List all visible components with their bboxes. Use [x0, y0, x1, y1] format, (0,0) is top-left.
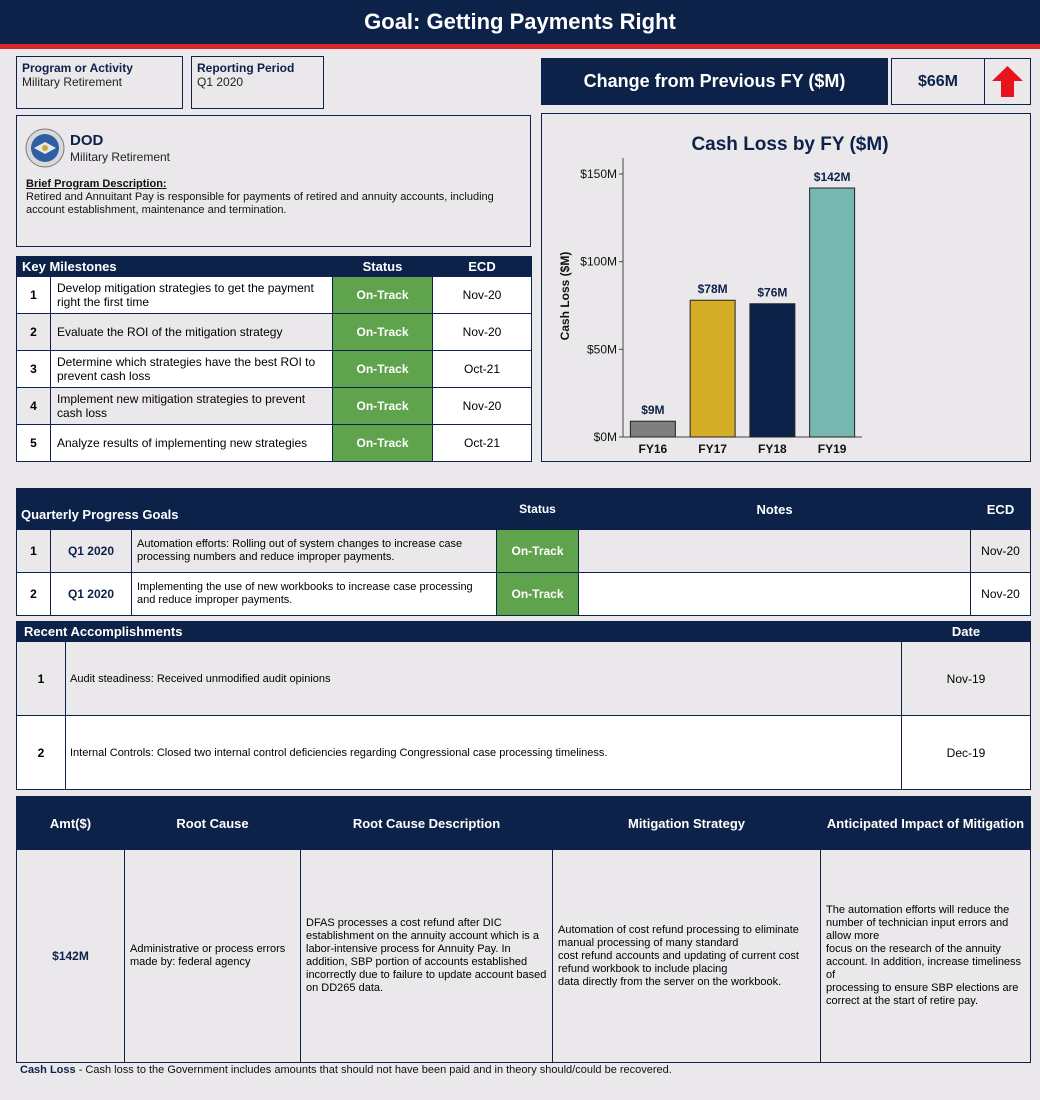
milestone-ecd: Nov-20 — [433, 314, 532, 351]
x-tick-label: FY16 — [638, 442, 668, 456]
root-mitigation: Automation of cost refund processing to eliminate manual processing of many standard cost refund accounts and updating of current cost refund workbook to include placing data directly from the server on the workbook. — [553, 850, 821, 1063]
goal-num: 2 — [17, 573, 51, 616]
quarterly-ecd-header: ECD — [971, 489, 1031, 530]
program-value: Military Retirement — [22, 75, 123, 89]
milestones-header: Key Milestones — [17, 257, 333, 277]
cash-loss-chart — [541, 113, 1031, 462]
milestone-num: 4 — [17, 388, 51, 425]
goal-notes — [579, 573, 971, 616]
milestone-num: 1 — [17, 277, 51, 314]
milestone-desc: Determine which strategies have the best ROI to prevent cash loss — [51, 351, 333, 388]
goal-desc: Implementing the use of new workbooks to increase case processing and reduce improper payments. — [132, 573, 497, 616]
table-row — [17, 277, 532, 314]
title-divider — [0, 44, 1040, 49]
footnote-term: Cash Loss — [20, 1064, 76, 1076]
x-tick-label: FY19 — [817, 442, 847, 456]
change-amount: $66M — [891, 58, 985, 105]
status-badge: On-Track — [333, 277, 433, 314]
table-row — [17, 388, 532, 425]
bar-fy16 — [630, 421, 675, 437]
milestones-table — [16, 256, 532, 462]
arrow-up-icon — [984, 58, 1031, 105]
data-label: $9M — [641, 403, 665, 418]
y-tick-label: $100M — [580, 254, 617, 269]
milestone-desc: Analyze results of implementing new strategies — [51, 425, 333, 462]
milestone-ecd: Oct-21 — [433, 425, 532, 462]
table-row — [17, 642, 1031, 716]
milestones-ecd-header: ECD — [433, 257, 532, 277]
agency-name: DOD — [70, 132, 104, 149]
milestone-desc: Develop mitigation strategies to get the payment right the first time — [51, 277, 333, 314]
goal-num: 1 — [17, 530, 51, 573]
status-badge: On-Track — [497, 530, 579, 573]
root-cause-header: Root Cause — [125, 797, 301, 850]
footnote — [20, 1064, 672, 1076]
y-tick-label: $0M — [593, 430, 617, 444]
status-badge: On-Track — [333, 425, 433, 462]
period-value: Q1 2020 — [197, 75, 244, 89]
goal-ecd: Nov-20 — [971, 573, 1031, 616]
footnote-text: - Cash loss to the Government includes amounts that should not have been paid and in theory should/could be recovered. — [75, 1064, 672, 1076]
goal-desc: Automation efforts: Rolling out of system changes to increase case processing numbers and reduce improper payments. — [132, 530, 497, 573]
program-label: Program or Activity — [22, 61, 133, 75]
milestones-status-header: Status — [333, 257, 433, 277]
goal-notes — [579, 530, 971, 573]
goal-ecd: Nov-20 — [971, 530, 1031, 573]
table-row — [17, 425, 532, 462]
milestone-desc: Implement new mitigation strategies to prevent cash loss — [51, 388, 333, 425]
milestone-ecd: Nov-20 — [433, 388, 532, 425]
bar-fy19 — [810, 188, 855, 437]
milestone-num: 3 — [17, 351, 51, 388]
root-description: DFAS processes a cost refund after DIC establishment on the annuity account which is a labor-intensive process for Annuity Pay. In addition, SBP portion of accounts established incorrectly due to failure to update account based on DD265 data. — [301, 850, 553, 1063]
root-cause: Administrative or process errors made by: federal agency — [125, 850, 301, 1063]
quarterly-goals-table — [16, 488, 1031, 616]
milestone-num: 2 — [17, 314, 51, 351]
status-badge: On-Track — [497, 573, 579, 616]
root-amount: $142M — [17, 850, 125, 1063]
accomplishment-desc: Audit steadiness: Received unmodified audit opinions — [66, 642, 902, 716]
chart-ylabel: Cash Loss ($M) — [558, 251, 572, 341]
x-tick-label: FY18 — [758, 442, 787, 456]
description-text: Retired and Annuitant Pay is responsible for payments of retired and annuity accounts, including account establishment, maintenance and termination. — [26, 191, 494, 216]
period-box — [191, 56, 324, 109]
mitigation-strategy-header: Mitigation Strategy — [553, 797, 821, 850]
status-badge: On-Track — [333, 351, 433, 388]
accomplishment-desc: Internal Controls: Closed two internal control deficiencies regarding Congressional case processing timeliness. — [66, 716, 902, 790]
table-row — [17, 314, 532, 351]
table-row — [17, 351, 532, 388]
y-tick-label: $150M — [580, 167, 617, 181]
amount-header: Amt($) — [17, 797, 125, 850]
data-label: $76M — [757, 285, 788, 300]
accomplishment-num: 2 — [17, 716, 66, 790]
chart-title: Cash Loss by FY ($M) — [691, 134, 889, 155]
agency-program: Military Retirement — [70, 150, 171, 164]
period-label: Reporting Period — [197, 61, 295, 75]
y-tick-label: $50M — [586, 342, 617, 357]
root-impact: The automation efforts will reduce the number of technician input errors and allow more focus on the research of the annuity account. In addition, increase timeliness of processing to ensure SBP elections are correct at the start of retire pay. — [821, 850, 1031, 1063]
table-row — [17, 850, 1031, 1063]
change-label: Change from Previous FY ($M) — [541, 58, 888, 105]
status-badge: On-Track — [333, 388, 433, 425]
root-cause-table — [16, 796, 1031, 1063]
accomplishment-date: Dec-19 — [902, 716, 1031, 790]
table-row — [17, 530, 1031, 573]
impact-header: Anticipated Impact of Mitigation — [821, 797, 1031, 850]
status-badge: On-Track — [333, 314, 433, 351]
goal-quarter: Q1 2020 — [51, 573, 132, 616]
x-tick-label: FY17 — [698, 442, 727, 456]
page-title: Goal: Getting Payments Right — [0, 0, 1040, 44]
table-row — [17, 573, 1031, 616]
accomplishments-header: Recent Accomplishments — [17, 622, 902, 642]
accomplishments-table — [16, 621, 1031, 790]
milestone-desc: Evaluate the ROI of the mitigation strategy — [51, 314, 333, 351]
data-label: $78M — [697, 282, 728, 297]
accomplishments-date-header: Date — [902, 622, 1031, 642]
quarterly-status-header: Status — [497, 489, 579, 530]
chart-svg — [542, 114, 1030, 461]
bar-fy17 — [690, 300, 735, 437]
accomplishment-num: 1 — [17, 642, 66, 716]
milestone-ecd: Oct-21 — [433, 351, 532, 388]
goal-quarter: Q1 2020 — [51, 530, 132, 573]
program-box — [16, 56, 183, 109]
quarterly-header: Quarterly Progress Goals — [17, 489, 497, 530]
root-cause-description-header: Root Cause Description — [301, 797, 553, 850]
bar-fy18 — [750, 304, 795, 437]
milestone-ecd: Nov-20 — [433, 277, 532, 314]
data-label: $142M — [813, 170, 851, 185]
milestone-num: 5 — [17, 425, 51, 462]
accomplishment-date: Nov-19 — [902, 642, 1031, 716]
table-row — [17, 716, 1031, 790]
dod-seal-icon — [25, 128, 65, 173]
quarterly-notes-header: Notes — [579, 489, 971, 530]
description-label: Brief Program Description: — [26, 178, 167, 190]
